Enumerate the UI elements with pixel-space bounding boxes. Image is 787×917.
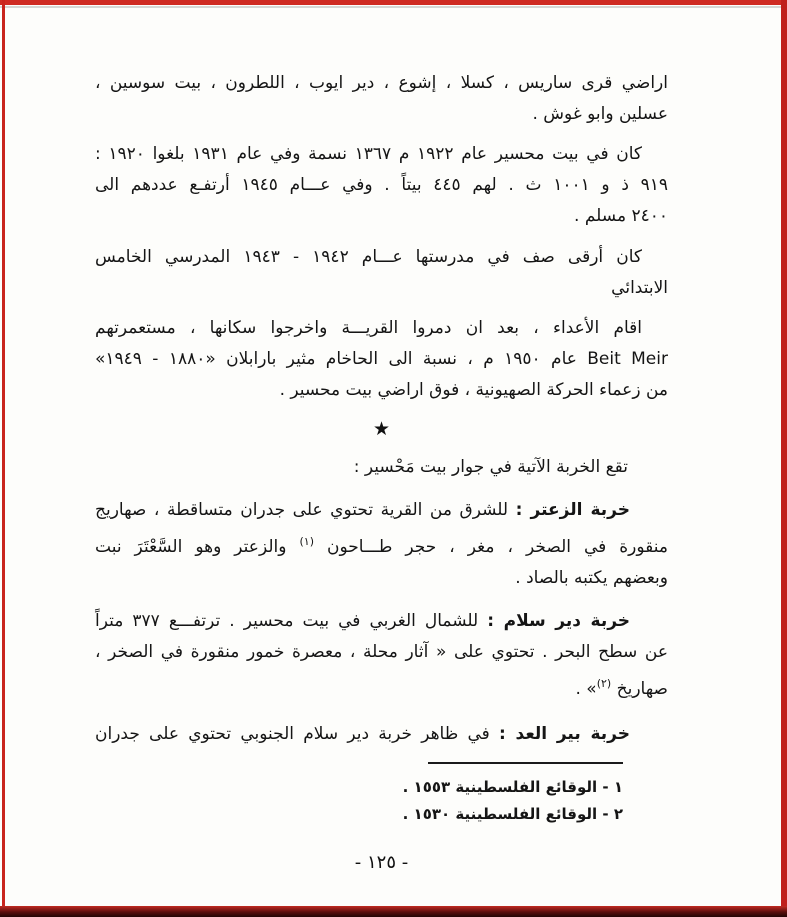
page-frame-right [781,0,787,917]
text-run: صهاريخ [616,679,668,699]
text-line [95,495,668,526]
paragraph-population [95,139,668,232]
khirbeh-name-label: خربة الزعتر : [515,500,631,520]
text-line: Beit Meir عام ١٩٥٠ م ، نسبة الى الحاخام مثير بارابلان «١٨٨٠ - ١٩٤٩» [95,349,668,369]
text-line [95,526,668,563]
text-line: عن سطح البحر . تحتوي على « آثار محلة ، معصرة خمور منقورة في الصخر ، [95,642,668,662]
khirbeh-intro-line: تقع الخربة الآتية في جوار بيت مَحْسير : [353,457,628,477]
paragraph-khirbet-bir-al-add [95,719,668,750]
footnote-item: ٢ - الوقائع الفلسطينية ١٥٣٠ . [402,805,623,823]
footnote-ref-1: (١) [299,535,314,548]
text-line: ٢٤٠٠ مسلم . [574,206,668,226]
khirbeh-name-label: خربة بير العد : [498,724,630,744]
text-line [95,668,668,705]
footnotes-block [95,774,623,828]
page-frame-bottom [0,906,787,917]
text-line: كان أرقى صف في مدرستها عـــام ١٩٤٢ - ١٩٤٣ المدرسي الخامس [95,247,643,267]
footnote-item: ١ - الوقائع الفلسطينية ١٥٥٣ . [402,778,623,796]
text-line: وبعضهم يكتبه بالصاد . [515,568,668,588]
text-line: ٩١٩ ذ و ١٠٠١ ث . لهم ٤٤٥ بيتاً . وفي عـــام ١٩٤٥ أرتفـع عددهم الى [95,175,669,195]
text-run: للشرق من القرية تحتوي على جدران متساقطة ، صهاريج [95,500,509,520]
text-line: من زعماء الحركة الصهيونية ، فوق اراضي بيت محسير . [279,380,668,400]
text-line [95,719,668,750]
paragraph-khirbet-zaatar [95,495,668,594]
page-text-column [95,68,668,873]
page-frame-top [0,0,787,5]
text-run: والزعتر وهو السَّعْتَرَ نبت [95,537,287,557]
paragraph-school [95,242,668,304]
text-run: » . [575,679,597,699]
text-line: كان في بيت محسير عام ١٩٢٢ م ١٣٦٧ نسمة وفي عام ١٩٣١ بلغوا ١٩٢٠ : [95,144,643,164]
paragraph-beit-meir [95,313,668,406]
khirbeh-name-label: خربة دير سلام : [487,611,631,631]
page-frame-gray-line [0,6,787,8]
page-number: - ١٢٥ - [354,852,409,873]
footnote-ref-2: (٢) [596,677,612,690]
text-run: في ظاهر خربة دير سلام الجنوبي تحتوي على جدران [95,724,490,744]
text-line: الابتدائي [611,278,668,298]
text-line [95,606,668,637]
section-divider-star-icon: ★ [372,418,391,440]
page-frame-left [2,0,5,917]
paragraph-village-lands [95,68,668,130]
text-run: للشمال الغربي في بيت محسير . ترتفـــع ٣٧٧ متراً [95,611,479,631]
text-line: اراضي قرى ساريس ، كسلا ، إشوع ، دير ايوب ، اللطرون ، بيت سوسين ، [95,73,668,93]
text-line: اقام الأعداء ، بعد ان دمروا القريـــة واخرجوا سكانها ، مستعمرتهم [95,318,642,338]
footnote-separator-line [428,762,623,764]
text-line: عسلين وابو غوش . [532,104,668,124]
paragraph-khirbet-deir-salam [95,606,668,705]
text-run: منقورة في الصخر ، مغر ، حجر طـــاحون [327,537,669,557]
